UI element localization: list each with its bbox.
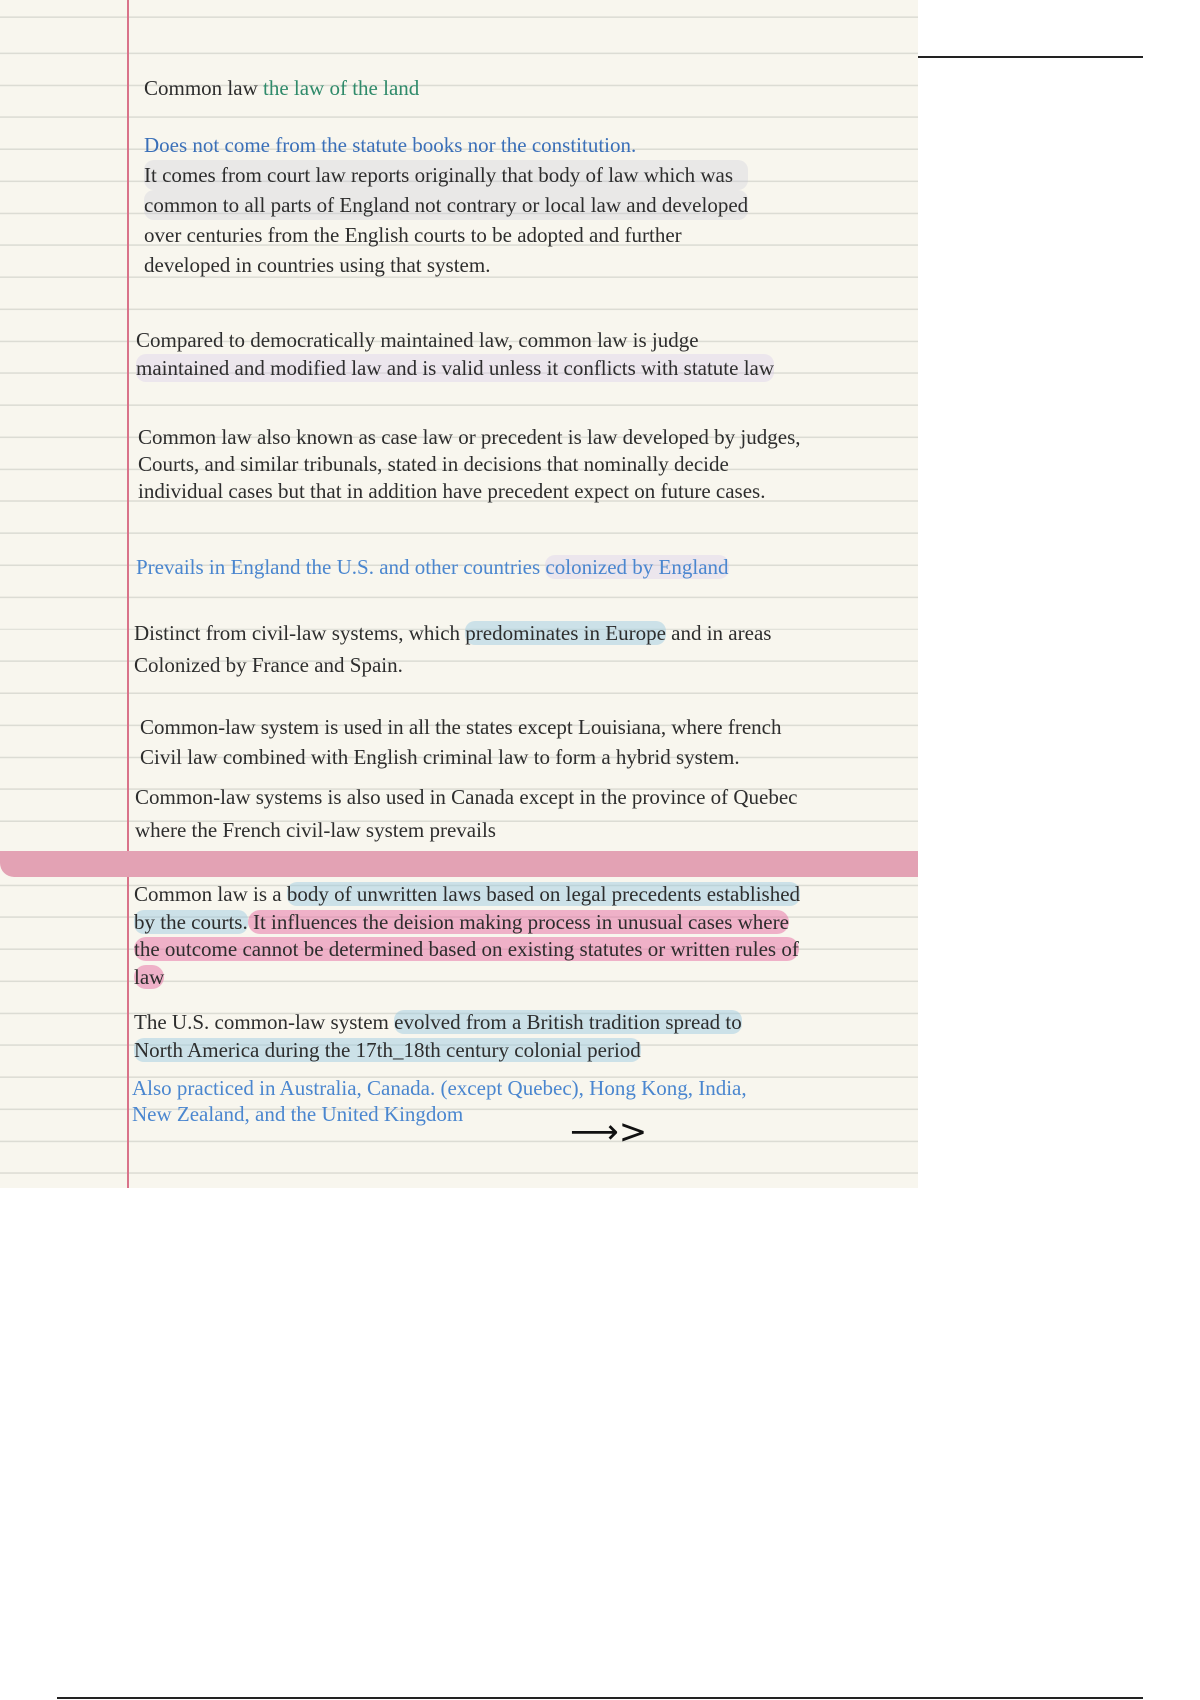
top-rule [918,56,1143,58]
highlighted-segment: body of unwritten laws based on legal precedents established [286,882,801,906]
title-accent: the law of the land [263,76,420,100]
paragraph-line: It comes from court law reports originally that body of law which was [144,160,748,190]
paragraph-line: Does not come from the statute books nor the constitution. [144,133,637,157]
paragraph-line: Civil law combined with English criminal law to form a hybrid system. [140,745,740,769]
margin-line [127,0,129,1188]
bottom-rule [57,1697,1143,1699]
highlighted-segment: the outcome cannot be determined based on existing statutes or written rules of [134,937,799,961]
highlighted-segment: colonized by England [545,555,729,579]
paragraph-line: Compared to democratically maintained law, common law is judge [136,328,699,352]
paragraph-line: Courts, and similar tribunals, stated in decisions that nominally decide [138,452,729,476]
paragraph-case-law [138,424,801,505]
arrow-right-icon: ⟶> [570,1112,648,1152]
paragraph-segment: Distinct from civil-law systems, which [134,621,466,645]
paragraph-line: Common-law systems is also used in Canada except in the province of Quebec [135,785,798,809]
paragraph-practiced [132,1075,747,1127]
highlighted-segment: evolved from a British tradition spread to [394,1010,742,1034]
highlighted-segment: North America during the 17th_18th century colonial period [134,1038,641,1062]
paragraph-line: over centuries from the English courts to be adopted and further [144,223,682,247]
note-title [144,76,419,101]
paragraph-segment: The U.S. common-law system [134,1010,395,1034]
paragraph-line: common to all parts of England not contrary or local law and developed [144,190,748,220]
paragraph-line: Colonized by France and Spain. [134,653,403,677]
paragraph-segment: and in areas [665,621,772,645]
highlighted-segment: It influences the deision making process in unusual cases where [247,909,789,934]
highlighted-segment: by the courts. [134,909,248,934]
paragraph-line: maintained and modified law and is valid unless it conflicts with statute law [136,356,775,380]
paragraph-line: where the French civil-law system prevails [135,818,496,842]
title-prefix: Common law [144,76,263,100]
paragraph-origin [144,130,748,280]
pink-divider-highlight [0,851,918,877]
paragraph-unwritten-laws [134,881,800,991]
paragraph-line: developed in countries using that system. [144,253,491,277]
highlighted-segment: law [134,964,165,989]
paragraph-line: Common law also known as case law or precedent is law developed by judges, [138,425,801,449]
paragraph-civil-law [134,617,771,681]
paragraph-segment: Common law is a [134,882,287,906]
highlighted-segment: predominates in Europe [465,621,666,645]
paragraph-prevails [136,555,729,580]
paragraph-line: Also practiced in Australia, Canada. (except Quebec), Hong Kong, India, [132,1076,747,1100]
paragraph-canada [135,781,798,847]
paragraph-line: New Zealand, and the United Kingdom [132,1102,464,1126]
paragraph-line: Common-law system is used in all the states except Louisiana, where french [140,715,782,739]
paragraph-louisiana [140,712,782,772]
paragraph-comparison [136,326,774,382]
paragraph-us-history [134,1008,742,1064]
paragraph-segment: Prevails in England the U.S. and other countries [136,555,546,579]
paragraph-line: individual cases but that in addition have precedent expect on future cases. [138,479,766,503]
